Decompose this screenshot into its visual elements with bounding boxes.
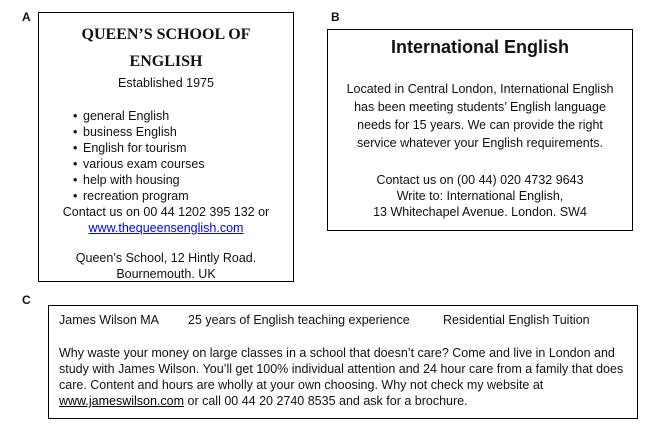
established-text: Established 1975 [118,76,214,90]
services-list [39,108,293,204]
list-item: • general English [73,108,293,124]
write-to: Write to: International English, [396,189,564,203]
list-item: • help with housing [73,172,293,188]
website-link[interactable]: www.thequeensenglish.com [88,221,244,235]
advert-james-wilson [48,305,638,419]
experience-text: 25 years of English teaching experience [188,313,410,327]
contact-phone: Contact us on (00 44) 020 4732 9643 [376,173,584,187]
advert-description [59,345,627,409]
address [39,250,293,282]
address-line-1: Queen’s School, 12 Hintly Road. [75,251,257,265]
title-line-2: ENGLISH [129,53,203,70]
website-link[interactable]: www.jameswilson.com [59,394,185,408]
advert-header [49,313,637,331]
address: 13 Whitechapel Avenue. London. SW4 [373,205,587,219]
advert-title [39,21,293,75]
label-b: B [331,10,340,24]
title-line-1: QUEEN’S SCHOOL OF [81,26,251,43]
address-line-2: Bournemouth. UK [116,267,216,281]
advert-international-english [327,29,633,231]
teacher-name: James Wilson MA [59,313,160,327]
contact-info [39,204,293,236]
label-c: C [22,293,31,307]
description-text-end: or call 00 44 20 2740 8535 and ask for a brochure. [184,394,468,408]
list-item: • various exam courses [73,156,293,172]
contact-phone: Contact us on 00 44 1202 395 132 or [62,205,270,219]
list-item: • English for tourism [73,140,293,156]
contact-info [328,172,632,220]
label-a: A [22,10,31,24]
advert-description: Located in Central London, International English has been meeting students’ English language needs for 15 years. We can provide the right service whatever your English requirements. [346,82,614,150]
advert-queens-school [38,12,294,282]
tuition-type: Residential English Tuition [443,313,590,327]
description-text: Why waste your money on large classes in a school that doesn’t care? Come and live in London and study with James Wilson. You’ll get 100% individual attention and 24 hour care from a family that does care. Content and hours are wholly at your own choosing. Why not check my website at [59,346,624,392]
advert-title: International English [390,37,569,57]
list-item: • recreation program [73,188,293,204]
list-item: • business English [73,124,293,140]
